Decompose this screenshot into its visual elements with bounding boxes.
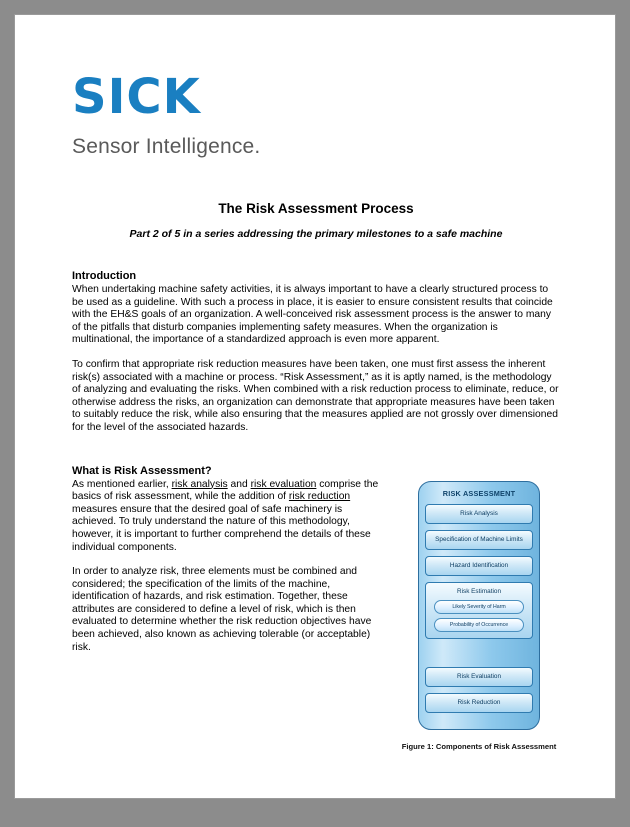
page-title: The Risk Assessment Process: [218, 201, 414, 216]
figure-subbox-probability-of-occurrence: Probability of Occurrence: [434, 618, 524, 632]
figure-box-risk-estimation-label: Risk Estimation: [456, 587, 502, 595]
figure-title: RISK ASSESSMENT: [442, 488, 516, 498]
section-heading-what-is-risk-assessment: What is Risk Assessment?: [72, 464, 212, 477]
term-risk-analysis: risk analysis: [171, 478, 228, 490]
logo-block: [72, 15, 560, 159]
risk-assessment-paragraph-1: [72, 479, 384, 555]
rich-part-2: and: [227, 478, 251, 490]
risk-assessment-paragraph-2: In order to analyze risk, three elements must be combined and considered; the specification of the limits of the machine, identification of hazards, and risk estimation. Together, these attributes are considered to define a level of risk, which is then evaluated to determine whether the risk reduction objectives have been achieved, also known as achieving tolerable (or acceptable) risk.: [72, 566, 372, 653]
brand-tagline: Sensor Intelligence.: [72, 135, 261, 158]
text-column: [72, 477, 384, 655]
intro-paragraph-2: To confirm that appropriate risk reduction measures have been taken, one must first assess the inherent risk(s) associated with a machine or process. “Risk Assessment,” as it is aptly named, is the methodology of analyzing and evaluating the risks. When combined with a risk reduction process to eliminate, reduce, or otherwise address the risks, an organization can demonstrate that appropriate measures have been taken to suitably reduce the risk, while also ensuring that the measures applied are not grossly over dimensioned for the level of the associated hazards.: [72, 358, 559, 433]
document-page: [14, 14, 616, 799]
rich-part-4: measures ensure that the desired goal of safe machinery is achieved. To truly understand the nature of this methodology, however, it is important to further comprehend the details of these individual components.: [72, 503, 371, 553]
figure-spacer: [425, 645, 533, 667]
brand-wordmark: SICK: [72, 69, 201, 125]
page-subtitle: Part 2 of 5 in a series addressing the primary milestones to a safe machine: [129, 228, 503, 240]
risk-assessment-figure: [418, 481, 540, 730]
page-content: [72, 15, 560, 752]
intro-paragraph-1: When undertaking machine safety activities, it is always important to have a clearly structured process to be used as a guideline. With such a process in place, it is easier to ensure consistent results that coincide with the EH&S goals of an organization. A well-conceived risk assessment process is the answer to many of the pitfalls that disturb companies implementing safety measures. When the organization is multinational, the importance of a standardized approach is even more apparent.: [72, 284, 553, 346]
section-heading-introduction: Introduction: [72, 270, 137, 282]
figure-box-risk-evaluation: Risk Evaluation: [425, 667, 533, 687]
figure-box-risk-estimation: [425, 582, 533, 639]
figure-box-hazard-identification: Hazard Identification: [425, 556, 533, 576]
figure-subbox-likely-severity-of-harm: Likely Severity of Harm: [434, 600, 524, 614]
figure-column: [398, 477, 560, 752]
term-risk-evaluation: risk evaluation: [250, 478, 317, 490]
figure-box-risk-reduction: Risk Reduction: [425, 693, 533, 713]
term-risk-reduction: risk reduction: [288, 491, 351, 503]
figure-box-risk-analysis: Risk Analysis: [425, 504, 533, 524]
figure-caption: Figure 1: Components of Risk Assessment: [401, 741, 557, 751]
rich-part-3: comprise the basics of risk assessment, while the addition of: [72, 478, 379, 503]
rich-part-1: As mentioned earlier,: [72, 478, 172, 490]
two-column-area: [72, 477, 560, 752]
figure-box-specification-of-machine-limits: Specification of Machine Limits: [425, 530, 533, 550]
